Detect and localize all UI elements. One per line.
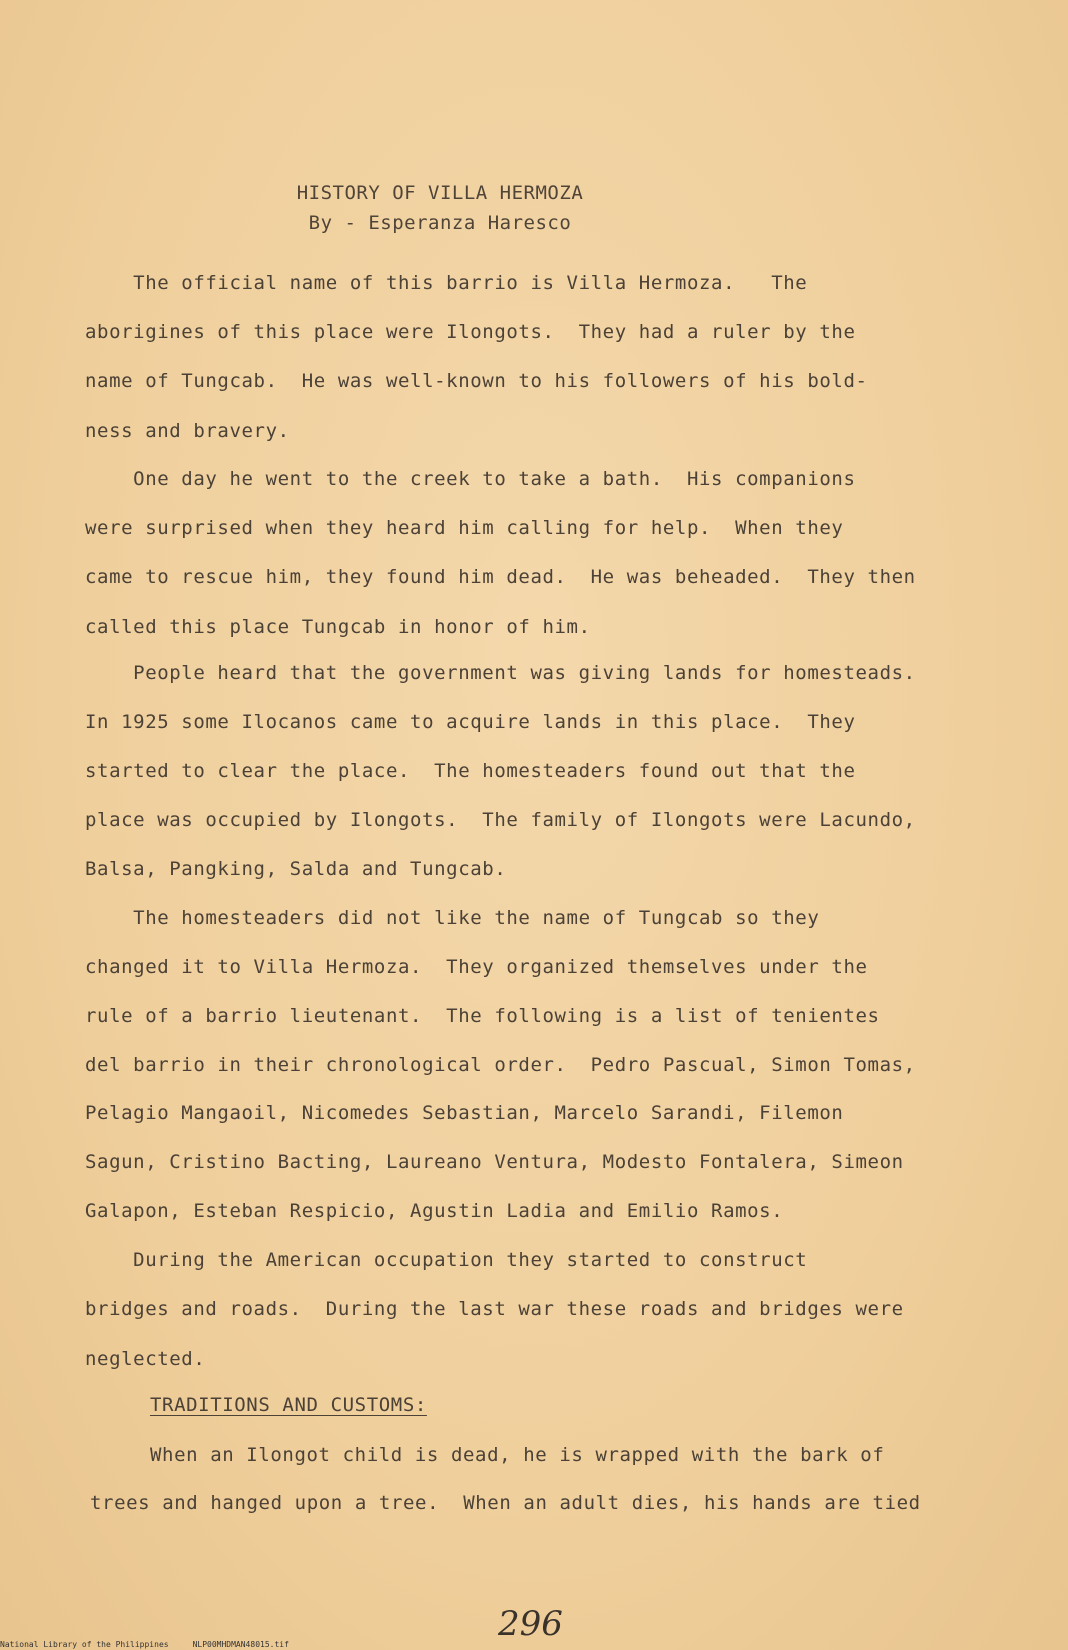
footer [0, 1640, 289, 1649]
text-line: The official name of this barrio is Villa Hermoza. The [85, 272, 808, 294]
text-line: aborigines of this place were Ilongots. They had a ruler by the [85, 321, 856, 343]
page-number: 296 [498, 1604, 563, 1644]
text-line: Pelagio Mangaoil, Nicomedes Sebastian, Marcelo Sarandi, Filemon [85, 1102, 844, 1124]
text-line: rule of a barrio lieutenant. The following is a list of tenientes [85, 1005, 880, 1027]
text-line: When an Ilongot child is dead, he is wrapped with the bark of [150, 1444, 885, 1466]
section-heading: TRADITIONS AND CUSTOMS: [150, 1394, 427, 1416]
text-line: were surprised when they heard him calling for help. When they [85, 517, 844, 539]
text-line: started to clear the place. The homesteaders found out that the [85, 760, 856, 782]
text-line: trees and hanged upon a tree. When an adult dies, his hands are tied [90, 1492, 921, 1514]
text-line: In 1925 some Ilocanos came to acquire lands in this place. They [85, 711, 856, 733]
document-byline: By - Esperanza Haresco [308, 212, 572, 234]
text-line: People heard that the government was giving lands for homesteads. [85, 662, 916, 684]
text-line: Balsa, Pangking, Salda and Tungcab. [85, 858, 507, 880]
text-line: The homesteaders did not like the name of Tungcab so they [85, 907, 820, 929]
text-line: called this place Tungcab in honor of him. [85, 616, 591, 638]
title-block [0, 178, 880, 238]
text-line: del barrio in their chronological order. Pedro Pascual, Simon Tomas, [85, 1054, 916, 1076]
text-line: neglected. [85, 1348, 206, 1370]
text-line: changed it to Villa Hermoza. They organized themselves under the [85, 956, 868, 978]
text-line: Sagun, Cristino Bacting, Laureano Ventura, Modesto Fontalera, Simeon [85, 1151, 904, 1173]
footer-source: National Library of the Philippines [0, 1640, 169, 1649]
text-line: During the American occupation they started to construct [85, 1249, 808, 1271]
footer-file: NLP00MHDMAN48015.tif [192, 1640, 289, 1649]
text-line: ness and bravery. [85, 420, 290, 442]
text-line: came to rescue him, they found him dead. He was beheaded. They then [85, 566, 916, 588]
text-line: Galapon, Esteban Respicio, Agustin Ladia and Emilio Ramos. [85, 1200, 784, 1222]
text-line: bridges and roads. During the last war these roads and bridges were [85, 1298, 904, 1320]
document-title: HISTORY OF VILLA HERMOZA [296, 182, 584, 204]
text-line: name of Tungcab. He was well-known to his followers of his bold- [85, 370, 868, 392]
text-line: place was occupied by Ilongots. The family of Ilongots were Lacundo, [85, 809, 916, 831]
text-line: One day he went to the creek to take a bath. His companions [85, 468, 856, 490]
